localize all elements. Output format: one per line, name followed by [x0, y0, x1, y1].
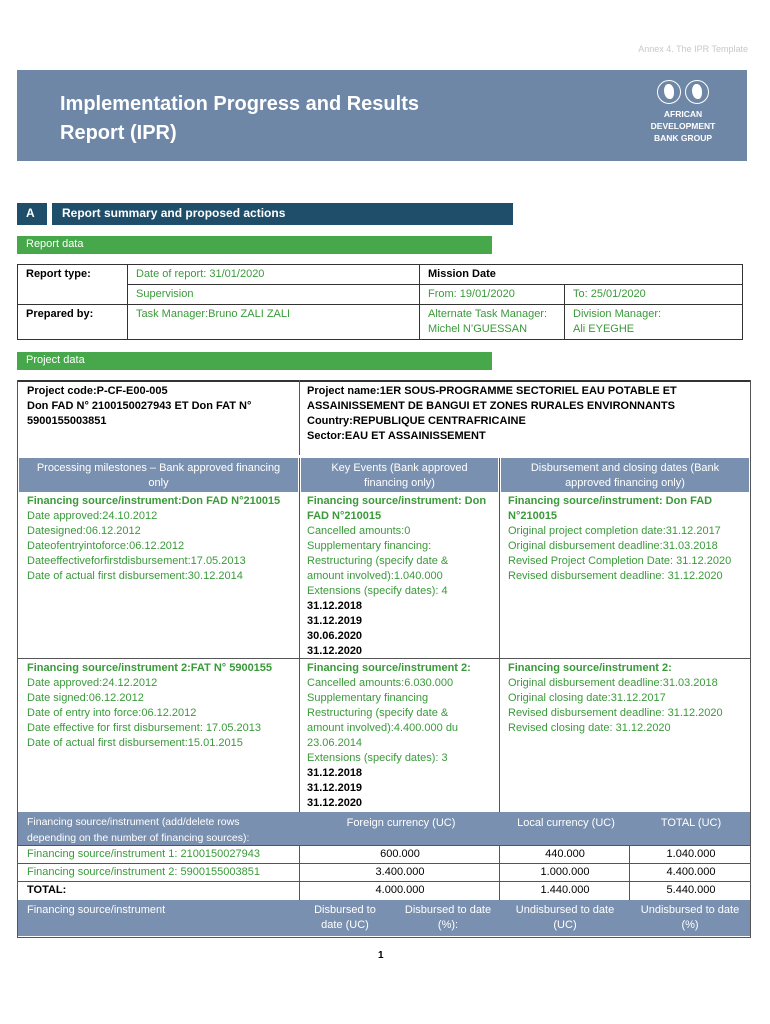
- alt-task-manager-name: Michel N’GUESSAN: [428, 323, 528, 335]
- annex-label: Annex 4. The IPR Template: [638, 44, 748, 54]
- financing-row-1-local: 440.000: [545, 848, 585, 860]
- page-number: 1: [378, 950, 384, 961]
- event-line: Restructuring (specify date &: [307, 707, 449, 719]
- financing-total-label: TOTAL:: [27, 884, 67, 896]
- report-title: [60, 90, 500, 148]
- task-manager: Task Manager:Bruno ZALI ZALI: [128, 305, 420, 340]
- total-header: TOTAL (UC): [660, 817, 722, 829]
- source2-events: [307, 661, 497, 811]
- date-line: Financing source/instrument: Don FAD: [508, 495, 713, 507]
- division-manager-name: Ali EYEGHE: [573, 323, 635, 335]
- division-manager-label: Division Manager:: [573, 308, 662, 320]
- project-name-line-2: ASSAINISSEMENT DE BANGUI ET ZONES RURALES ENVIRONNANTS: [307, 400, 675, 412]
- project-country: Country:REPUBLIQUE CENTRAFRICAINE: [307, 415, 526, 427]
- milestone-line: Date of actual first disbursement:30.12.2014: [27, 570, 243, 582]
- project-code-block: [27, 384, 295, 429]
- mission-from: From: 19/01/2020: [420, 285, 565, 305]
- milestone-line: Datesigned:06.12.2012: [27, 525, 141, 537]
- disbursed-pct-line-2: (%):: [437, 919, 459, 931]
- event-line: Restructuring (specify date &: [307, 555, 449, 567]
- date-line: Financing source/instrument 2:: [508, 662, 672, 674]
- financing-row-2-foreign: 3.400.000: [375, 866, 425, 878]
- undisbursed-uc-line-2: (UC): [553, 919, 577, 931]
- disbursed-pct-line-1: Disbursed to date: [404, 904, 492, 916]
- disbursement-header: Disbursement and closing dates (Bank approved financing only): [501, 458, 749, 492]
- financing-header-line-1: Financing source/instrument (add/delete rows: [27, 816, 240, 828]
- event-line: Extensions (specify dates): 3: [307, 752, 448, 764]
- event-line: FAD N°210015: [307, 510, 382, 522]
- project-name-block: [307, 384, 747, 444]
- mission-to: To: 25/01/2020: [565, 285, 743, 305]
- title-line-1: Implementation Progress and Results: [60, 93, 419, 115]
- source1-milestones: [27, 494, 297, 584]
- event-line: Financing source/instrument: Don: [307, 495, 487, 507]
- bottom-financing-label: Financing source/instrument: [27, 904, 166, 916]
- division-manager: [565, 305, 743, 340]
- africa-globe-icon: [657, 80, 681, 104]
- financing-header-label: [27, 814, 299, 846]
- report-type-label: Report type:: [18, 265, 128, 285]
- financing-header-line-2: depending on the number of financing sources):: [27, 832, 250, 844]
- date-line: Original project completion date:31.12.2017: [508, 525, 721, 537]
- extension-date: 30.06.2020: [307, 630, 363, 642]
- mission-date-label: Mission Date: [420, 265, 743, 285]
- date-line: Revised closing date: 31.12.2020: [508, 722, 671, 734]
- project-name-line-1: Project name:1ER SOUS-PROGRAMME SECTORIEL EAU POTABLE ET: [307, 385, 677, 397]
- prepared-by-label: Prepared by:: [18, 305, 128, 340]
- undisbursed-pct-line-1: Undisbursed to date: [640, 904, 740, 916]
- event-line: Extensions (specify dates): 4: [307, 585, 448, 597]
- undisbursed-pct-header: [629, 903, 751, 933]
- financing-row-1-total: 1.040.000: [666, 848, 716, 860]
- extension-date: 31.12.2018: [307, 767, 363, 779]
- date-line: Revised disbursement deadline: 31.12.2020: [508, 707, 723, 719]
- section-title: Report summary and proposed actions: [52, 203, 513, 225]
- milestone-line: Date effective for first disbursement: 17.05.2013: [27, 722, 261, 734]
- date-line: Original closing date:31.12.2017: [508, 692, 666, 704]
- event-line: Supplementary financing:: [307, 540, 432, 552]
- milestone-line: Date approved:24.10.2012: [27, 510, 158, 522]
- extension-date: 31.12.2020: [307, 797, 363, 809]
- extension-date: 31.12.2018: [307, 600, 363, 612]
- undisbursed-uc-line-1: Undisbursed to date: [515, 904, 615, 916]
- undisbursed-uc-header: [503, 903, 627, 933]
- don-fat-number: 5900155003851: [27, 415, 107, 427]
- event-line: Cancelled amounts:6.030.000: [307, 677, 454, 689]
- logo-line-2: DEVELOPMENT: [650, 121, 716, 131]
- source2-dates: [508, 661, 750, 736]
- milestones-header: Processing milestones – Bank approved financing only: [19, 458, 298, 492]
- milestone-line: Date approved:24.12.2012: [27, 677, 158, 689]
- africa-globe-icon: [685, 80, 709, 104]
- date-line: N°210015: [508, 510, 558, 522]
- disbursed-pct-header: [395, 903, 501, 933]
- milestone-line: Date of actual first disbursement:15.01.2015: [27, 737, 243, 749]
- report-data-table: [17, 264, 743, 340]
- financing-row-2-label: Financing source/instrument 2: 5900155003851: [27, 866, 260, 878]
- project-sector: Sector:EAU ET ASSAINISSEMENT: [307, 430, 486, 442]
- financing-row-1-foreign: 600.000: [380, 848, 420, 860]
- event-line: Supplementary financing: [307, 692, 429, 704]
- event-line: amount involved):1.040.000: [307, 570, 443, 582]
- section-letter: A: [17, 203, 47, 225]
- financing-total-foreign: 4.000.000: [375, 884, 425, 896]
- date-line: Original disbursement deadline:31.03.2018: [508, 677, 718, 689]
- local-currency-header: Local currency (UC): [517, 817, 615, 829]
- project-code: Project code:P-CF-E00-005: [27, 385, 168, 397]
- date-line: Revised disbursement deadline: 31.12.2020: [508, 570, 723, 582]
- event-line: 23.06.2014: [307, 737, 363, 749]
- extension-date: 31.12.2019: [307, 615, 363, 627]
- undisbursed-pct-line-2: (%): [681, 919, 699, 931]
- event-line: amount involved):4.400.000 du: [307, 722, 459, 734]
- project-data-bar: Project data: [17, 352, 492, 370]
- don-fad-line: Don FAD N° 2100150027943 ET Don FAT N°: [27, 400, 252, 412]
- disbursed-uc-line-1: Disbursed to: [314, 904, 376, 916]
- alt-task-manager: [420, 305, 565, 340]
- source2-milestones: [27, 661, 297, 751]
- project-data-table: [17, 380, 751, 938]
- milestone-line: Dateeffectiveforfirstdisbursement:17.05.2013: [27, 555, 246, 567]
- report-type-value: Supervision: [128, 285, 420, 305]
- logo-line-3: BANK GROUP: [653, 133, 713, 143]
- report-banner: [17, 70, 747, 161]
- milestone-line: Date of entry into force:06.12.2012: [27, 707, 197, 719]
- extension-date: 31.12.2019: [307, 782, 363, 794]
- event-line: Financing source/instrument 2:: [307, 662, 471, 674]
- date-line: Original disbursement deadline:31.03.2018: [508, 540, 718, 552]
- extension-date: 31.12.2020: [307, 645, 363, 657]
- milestone-line: Date signed:06.12.2012: [27, 692, 144, 704]
- source1-dates: [508, 494, 750, 584]
- date-line: Revised Project Completion Date: 31.12.2020: [508, 555, 732, 567]
- financing-row-2-local: 1.000.000: [540, 866, 590, 878]
- logo-line-1: AFRICAN: [663, 109, 703, 119]
- event-line: Cancelled amounts:0: [307, 525, 411, 537]
- milestone-line: Financing source/instrument:Don FAD N°210015: [27, 495, 281, 507]
- financing-total-total: 5.440.000: [666, 884, 716, 896]
- report-data-bar: Report data: [17, 236, 492, 254]
- milestone-line: Dateofentryintoforce:06.12.2012: [27, 540, 185, 552]
- key-events-header: Key Events (Bank approved financing only): [301, 458, 498, 492]
- date-of-report: Date of report: 31/01/2020: [128, 265, 420, 285]
- disbursed-uc-line-2: date (UC): [321, 919, 369, 931]
- foreign-currency-header: Foreign currency (UC): [346, 817, 456, 829]
- title-line-2: Report (IPR): [60, 122, 177, 144]
- source1-events: [307, 494, 497, 659]
- alt-task-manager-label: Alternate Task Manager:: [428, 308, 548, 320]
- disbursed-uc-header: [305, 903, 385, 933]
- financing-row-2-total: 4.400.000: [666, 866, 716, 878]
- afdb-logo: [633, 80, 733, 144]
- financing-total-local: 1.440.000: [540, 884, 590, 896]
- financing-row-1-label: Financing source/instrument 1: 2100150027943: [27, 848, 260, 860]
- milestone-line: Financing source/instrument 2:FAT N° 5900155: [27, 662, 273, 674]
